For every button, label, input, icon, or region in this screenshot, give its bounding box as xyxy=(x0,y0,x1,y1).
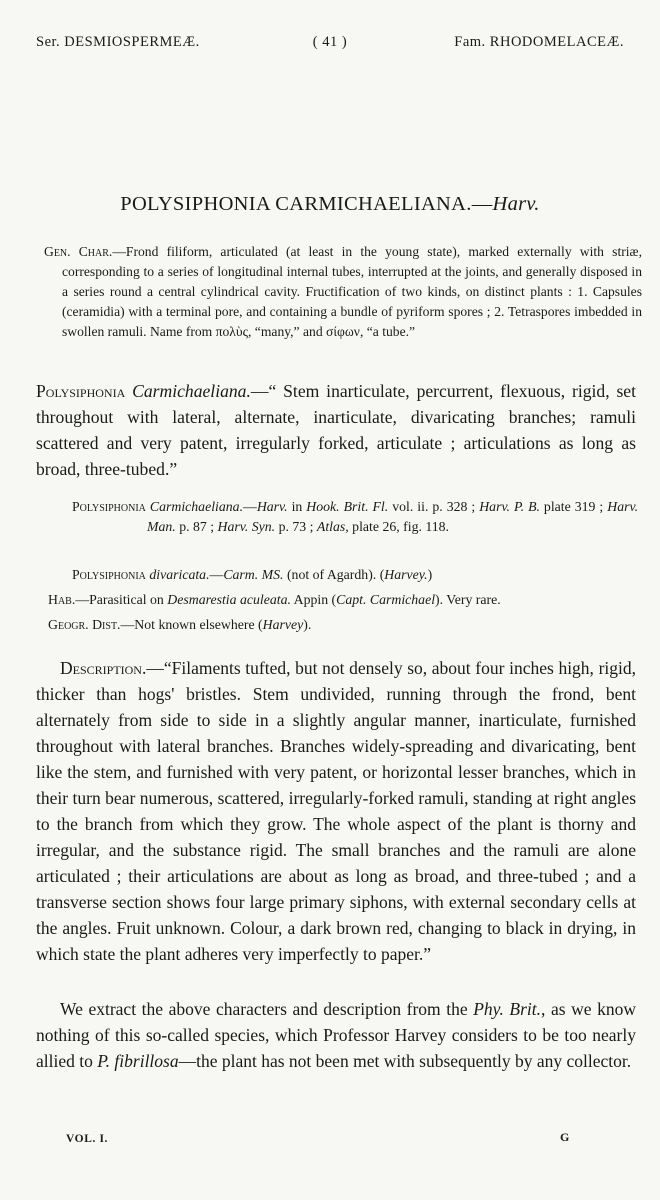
gen-char-text: —Frond filiform, articulated (at least in the young state), marked externally with striæ, corresponding to a series of longitudinal internal tubes, interrupted at the joints, and generally disposed in a series round a central cylindrical cavity. Fructification of two kinds, on distinct plants : 1. Capsules (ceramidia) with a terminal pore, and containing a bundle of pyriform spores ; 2. Tetraspores imbedded in swollen ramuli. Name from πολὺς, “many,” and σίφων, “a tube.” xyxy=(62,244,642,339)
closing-p-fibrillosa: P. fibrillosa xyxy=(97,1051,179,1071)
synonym-1-ref-pb: Harv. P. B. xyxy=(479,499,540,514)
geogr-source: Harvey xyxy=(262,617,304,632)
habitat-label: Hab. xyxy=(48,592,76,607)
running-header xyxy=(36,34,624,56)
synonym-entry-1: Polysiphonia Carmichaeliana.—Harv. in Hook. Brit. Fl. vol. ii. p. 328 ; Harv. P. B. plate 319 ; Harv. Man. p. 87 ; Harv. Syn. p. 73 ; Atlas, plate 26, fig. 118. xyxy=(72,499,639,534)
gen-char-label: Gen. Char. xyxy=(44,244,113,259)
synonym-1-ref-syn: Harv. Syn. xyxy=(217,519,276,534)
habitat-host: Desmarestia aculeata. xyxy=(167,592,291,607)
closing-text-2: , as we know nothing of this so-called species, which Professor Harvey considers to be too nearly allied to xyxy=(36,999,636,1071)
synonym-1-ref-syn-detail: p. 73 ; xyxy=(275,519,317,534)
title-author: Harv. xyxy=(492,193,540,215)
genus-character-block xyxy=(44,242,642,342)
page-number: ( 41 ) xyxy=(312,34,348,50)
diagnosis-species: Carmichaeliana. xyxy=(132,381,251,401)
volume-footer: VOL. I. xyxy=(66,1133,108,1145)
title-main: POLYSIPHONIA CARMICHAELIANA.— xyxy=(120,193,493,215)
synonym-1-ref-atlas-detail: plate 26, fig. 118. xyxy=(348,519,449,534)
description-paragraph xyxy=(36,655,636,967)
synonym-2-species: divaricata. xyxy=(149,567,210,582)
family-label: Fam. RHODOMELACEÆ. xyxy=(454,34,624,50)
habitat-text-pre: —Parasitical on xyxy=(75,592,168,607)
synonym-1-ref-pb-detail: plate 319 ; xyxy=(539,499,608,514)
habitat-line xyxy=(48,590,638,610)
signature-mark: G xyxy=(560,1130,570,1144)
synonym-2-author: Carm. MS. xyxy=(223,567,284,582)
synonym-entry-2: Polysiphonia divaricata.—Carm. MS. (not of Agardh). (Harvey.) xyxy=(72,567,433,582)
habitat-text-post: ). Very rare. xyxy=(435,592,501,607)
synonym-1-ref-hook-detail: vol. ii. p. 328 ; xyxy=(388,499,480,514)
description-label: Description. xyxy=(60,658,147,678)
synonym-2-genus: Polysiphonia xyxy=(72,567,146,582)
closing-paragraph xyxy=(36,996,636,1074)
geographic-distribution-line xyxy=(48,615,638,635)
closing-phy-brit: Phy. Brit. xyxy=(473,999,541,1019)
geogr-label: Geogr. Dist. xyxy=(48,617,121,632)
synonym-2-close: ) xyxy=(427,567,433,582)
synonym-1-ref-hook: Hook. Brit. Fl. xyxy=(306,499,389,514)
synonym-1-ref-atlas: Atlas, xyxy=(316,519,349,534)
closing-text-1: We extract the above characters and description from the xyxy=(60,999,474,1019)
diagnosis-text: —“ Stem inarticulate, percurrent, flexuous, rigid, set throughout with lateral, alternate, inarticulate, divaricating branches; ramuli scattered and very patent, irregularly forked, articulate ; articulations as long as broad, three-tubed.” xyxy=(36,381,637,479)
diagnosis-genus: Polysiphonia xyxy=(36,381,126,401)
synonym-1-ref-man-detail: p. 87 ; xyxy=(175,519,218,534)
synonym-1-genus: Polysiphonia xyxy=(72,499,146,514)
page-title xyxy=(0,193,660,216)
synonym-1-ref-man: Harv. Man. xyxy=(147,499,639,534)
geogr-close: ). xyxy=(303,617,312,632)
diagnosis-paragraph xyxy=(36,378,636,482)
synonym-2-note: (not of Agardh). ( xyxy=(283,567,385,582)
geogr-text: —Not known elsewhere ( xyxy=(120,617,263,632)
habitat-text-mid: Appin ( xyxy=(290,592,337,607)
synonym-2-harvey: Harvey. xyxy=(384,567,428,582)
series-label: Ser. DESMIOSPERMEÆ. xyxy=(36,34,200,50)
synonym-1-author: Harv. xyxy=(256,499,288,514)
synonym-1-species: Carmichaeliana. xyxy=(149,499,244,514)
description-text: —“Filaments tufted, but not densely so, about four inches high, rigid, thicker than hogs' bristles. Stem undivided, running through the frond, bent alternately from side to side in a slightly angular manner, inarticulate, furnished throughout with lateral branches. Branches widely-spreading and divaricating, bent like the stem, and furnished with very patent, or horizontal lesser branches, which in their turn bear numerous, scattered, irregularly-forked ramuli, standing at right angles to the branch from which they grow. The whole aspect of the plant is thorny and irregular, and the substance rigid. The small branches and the ramuli are alone articulated ; their articulations are about as long as broad, and three-tubed ; and a transverse section shows four large primary siphons, with external secondary cells at the angles. Fruit unknown. Colour, a dark brown red, changing to black in drying, in which state the plant adheres very imperfectly to paper.” xyxy=(36,658,636,964)
habitat-collector: Capt. Carmichael xyxy=(336,592,436,607)
closing-text-3: —the plant has not been met with subsequently by any collector. xyxy=(178,1051,632,1071)
